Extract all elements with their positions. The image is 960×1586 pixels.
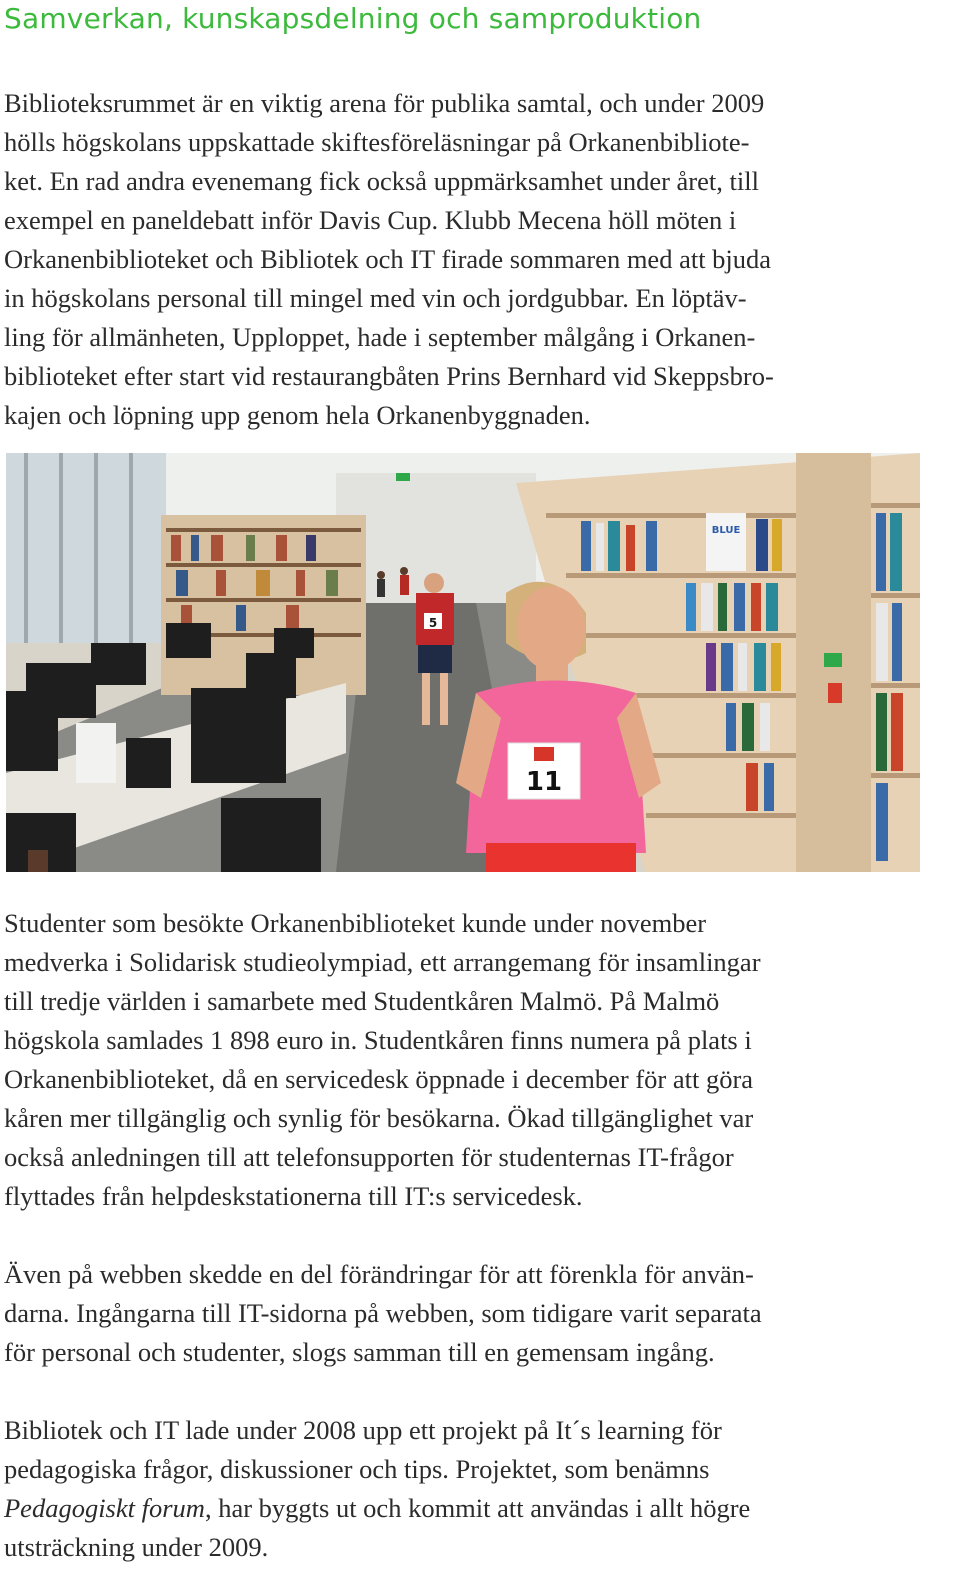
paragraph-students [4, 904, 944, 1216]
text-line: hölls högskolans uppskattade skiftesföreläsningar på Orkanenbibliote- [4, 127, 750, 157]
text-line: darna. Ingångarna till IT-sidorna på webben, som tidigare varit separata [4, 1298, 762, 1328]
text-line: exempel en paneldebatt inför Davis Cup. Klubb Mecena höll möten i [4, 205, 737, 235]
bib-number-small: 5 [428, 616, 438, 630]
text-line: flyttades från helpdeskstationerna till IT:s servicedesk. [4, 1181, 583, 1211]
text-line: utsträckning under 2009. [4, 1532, 269, 1562]
paragraph-project [4, 1411, 944, 1567]
sign-icon [824, 653, 842, 667]
text-line: för personal och studenter, slogs samman till en gemensam ingång. [4, 1337, 715, 1367]
text-line: Biblioteksrummet är en viktig arena för publika samtal, och under 2009 [4, 88, 765, 118]
paragraph-events [4, 84, 944, 435]
paragraph-web [4, 1255, 944, 1372]
text-line: kåren mer tillgänglig och synlig för besökarna. Ökad tillgänglighet var [4, 1103, 754, 1133]
text-line: medverka i Solidarisk studieolympiad, ett arrangemang för insamlingar [4, 947, 761, 977]
book-label: BLUE [711, 525, 741, 536]
text-line: biblioteket efter start vid restaurangbåten Prins Bernhard vid Skeppsbro- [4, 361, 774, 391]
text-line: Bibliotek och IT lade under 2008 upp ett projekt på It´s learning för [4, 1415, 722, 1445]
text-line: kajen och löpning upp genom hela Orkanenbyggnaden. [4, 400, 591, 430]
bib-number-large: 11 [525, 767, 563, 797]
text-line: högskola samlades 1 898 euro in. Studentkåren finns numera på plats i [4, 1025, 752, 1055]
text-line: pedagogiska frågor, diskussioner och tips. Projektet, som benämns [4, 1454, 710, 1484]
text-line: Orkanenbiblioteket, då en servicedesk öppnade i december för att göra [4, 1064, 754, 1094]
section-heading: Samverkan, kunskapsdelning och samproduktion [4, 2, 702, 35]
exit-sign-icon [396, 473, 410, 481]
fire-alarm-icon [828, 683, 842, 703]
library-runner-photo [6, 453, 920, 872]
italic-title: Pedagogiskt forum [4, 1493, 205, 1523]
text-line: ket. En rad andra evenemang fick också uppmärksamhet under året, till [4, 166, 759, 196]
text-line: ling för allmänheten, Upploppet, hade i september målgång i Orkanen- [4, 322, 756, 352]
text-line: Även på webben skedde en del förändringar för att förenkla för använ- [4, 1259, 754, 1289]
text-line: in högskolans personal till mingel med vin och jordgubbar. En löptäv- [4, 283, 747, 313]
photo-illustration [6, 453, 920, 872]
text-fragment: , har byggts ut och kommit att användas i allt högre [204, 1493, 751, 1523]
text-line [4, 1489, 944, 1528]
text-line: till tredje världen i samarbete med Studentkåren Malmö. På Malmö [4, 986, 720, 1016]
text-line: Studenter som besökte Orkanenbiblioteket kunde under november [4, 908, 707, 938]
text-line: Orkanenbiblioteket och Bibliotek och IT firade sommaren med att bjuda [4, 244, 772, 274]
text-line: också anledningen till att telefonsupporten för studenternas IT-frågor [4, 1142, 734, 1172]
